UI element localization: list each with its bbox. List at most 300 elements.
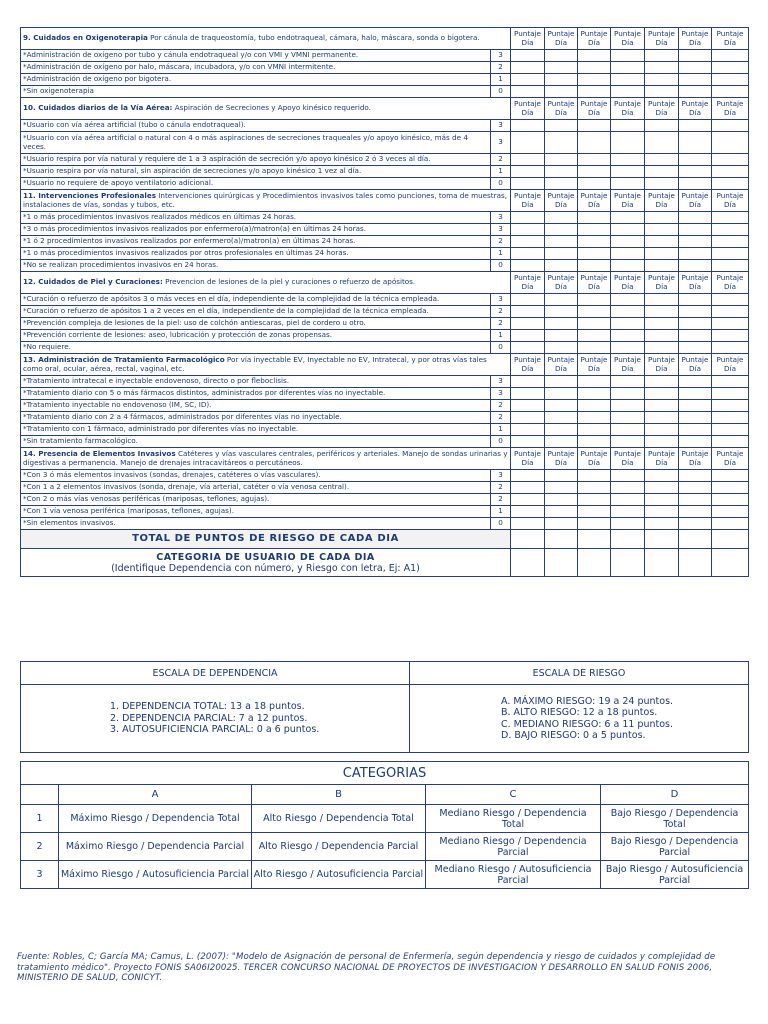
day-score-header [645,354,679,376]
day-score-cell[interactable] [679,236,712,248]
day-score-cell[interactable] [611,518,645,530]
day-score-cell[interactable] [611,424,645,436]
day-score-cell[interactable] [511,248,545,260]
day-score-cell[interactable] [679,400,712,412]
total-day-cell[interactable] [712,530,749,549]
day-score-cell[interactable] [645,306,679,318]
day-score-cell[interactable] [578,236,611,248]
day-score-cell[interactable] [645,248,679,260]
criteria-text: *Tratamiento diario con 2 a 4 fármacos, administrados por diferentes vías no inyectable. [21,412,491,424]
day-score-cell[interactable] [611,376,645,388]
section-description: Aspiración de Secreciones y Apoyo kinésico requerido. [172,103,371,113]
day-score-header-line: Puntaje [614,449,641,459]
day-score-cell[interactable] [611,74,645,86]
day-score-header [578,448,611,470]
criteria-text: *Con 2 o más vías venosas periféricas (mariposas, teflones, agujas). [21,494,491,506]
day-score-cell[interactable] [645,178,679,190]
criteria-row [21,236,749,248]
day-score-cell[interactable] [712,212,749,224]
day-score-cell[interactable] [611,260,645,272]
day-score-cell[interactable] [679,248,712,260]
day-score-cell[interactable] [645,482,679,494]
day-score-cell[interactable] [611,400,645,412]
day-score-cell[interactable] [712,470,749,482]
day-score-cell[interactable] [611,294,645,306]
day-score-cell[interactable] [578,518,611,530]
day-score-header-line: Puntaje [614,99,641,109]
criteria-score: 3 [491,388,511,400]
day-score-cell[interactable] [511,306,545,318]
day-score-cell[interactable] [578,424,611,436]
day-score-cell[interactable] [511,178,545,190]
criteria-text: *Sin elementos invasivos. [21,518,491,530]
section-header [21,354,511,376]
day-score-cell[interactable] [545,318,578,330]
escala-riesgo-item: D. BAJO RIESGO: 0 a 5 puntos. [501,730,646,741]
day-score-cell[interactable] [679,376,712,388]
day-score-cell[interactable] [611,330,645,342]
categoria-day-cell[interactable] [679,549,712,577]
day-score-cell[interactable] [611,412,645,424]
day-score-header-line: Día [621,281,634,291]
day-score-cell[interactable] [712,376,749,388]
day-score-cell[interactable] [679,74,712,86]
day-score-cell[interactable] [578,470,611,482]
day-score-cell[interactable] [545,388,578,400]
day-score-cell[interactable] [712,494,749,506]
day-score-cell[interactable] [645,388,679,400]
day-score-cell[interactable] [578,376,611,388]
day-score-cell[interactable] [545,412,578,424]
day-score-cell[interactable] [712,62,749,74]
day-score-cell[interactable] [679,86,712,98]
day-score-cell[interactable] [578,132,611,154]
day-score-cell[interactable] [645,62,679,74]
day-score-cell[interactable] [679,306,712,318]
day-score-cell[interactable] [578,224,611,236]
day-score-header-line: Puntaje [514,355,541,365]
day-score-cell[interactable] [679,412,712,424]
day-score-cell[interactable] [511,132,545,154]
total-day-cell[interactable] [645,530,679,549]
day-score-cell[interactable] [511,342,545,354]
day-score-cell[interactable] [611,248,645,260]
categoria-row [21,833,749,861]
day-score-cell[interactable] [511,494,545,506]
day-score-cell[interactable] [545,86,578,98]
categoria-day-cell[interactable] [545,549,578,577]
day-score-cell[interactable] [545,120,578,132]
day-score-cell[interactable] [645,50,679,62]
day-score-cell[interactable] [578,294,611,306]
day-score-cell[interactable] [578,400,611,412]
day-score-cell[interactable] [645,518,679,530]
day-score-cell[interactable] [712,248,749,260]
total-day-cell[interactable] [611,530,645,549]
criteria-row [21,306,749,318]
day-score-cell[interactable] [712,236,749,248]
day-score-cell[interactable] [545,424,578,436]
criteria-score: 0 [491,86,511,98]
day-score-cell[interactable] [645,260,679,272]
day-score-header [578,98,611,120]
day-score-cell[interactable] [712,260,749,272]
day-score-cell[interactable] [578,178,611,190]
day-score-header-line: Día [555,37,567,47]
criteria-row [21,120,749,132]
day-score-cell[interactable] [679,154,712,166]
day-score-cell[interactable] [545,50,578,62]
day-score-cell[interactable] [545,166,578,178]
day-score-cell[interactable] [511,62,545,74]
day-score-cell[interactable] [679,294,712,306]
section-header-row [21,190,749,212]
criteria-text: *Prevención corriente de lesiones: aseo, lubricación y protección de zonas propensas. [21,330,491,342]
day-score-cell[interactable] [511,236,545,248]
day-score-cell[interactable] [679,388,712,400]
day-score-cell[interactable] [645,74,679,86]
day-score-cell[interactable] [545,236,578,248]
criteria-text: *Prevención compleja de lesiones de la piel: uso de colchón antiescaras, piel de cordero u otro. [21,318,491,330]
escala-riesgo-item: A. MÁXIMO RIESGO: 19 a 24 puntos. [501,695,674,707]
day-score-header-line: Día [655,281,668,291]
criteria-row [21,376,749,388]
day-score-cell[interactable] [545,506,578,518]
day-score-cell[interactable] [645,154,679,166]
day-score-header-line: Día [724,363,736,373]
day-score-cell[interactable] [578,86,611,98]
day-score-cell[interactable] [712,74,749,86]
day-score-header-line: Puntaje [648,449,675,459]
criteria-text: *3 o más procedimientos invasivos realizados por enfermero(a)/matron(a) en últimas 24 horas. [21,224,491,236]
day-score-cell[interactable] [712,318,749,330]
categoria-cell: Bajo Riesgo / Dependencia Parcial [601,833,749,861]
day-score-header [679,448,712,470]
day-score-cell[interactable] [679,224,712,236]
section-header [21,448,511,470]
day-score-header-line: Puntaje [547,99,575,109]
day-score-cell[interactable] [712,388,749,400]
day-score-cell[interactable] [511,470,545,482]
day-score-cell[interactable] [578,166,611,178]
day-score-cell[interactable] [545,62,578,74]
day-score-header-line: Día [689,107,701,117]
day-score-cell[interactable] [679,470,712,482]
day-score-cell[interactable] [645,318,679,330]
day-score-cell[interactable] [511,120,545,132]
day-score-header [578,354,611,376]
day-score-header-line: Día [621,37,634,47]
day-score-cell[interactable] [679,494,712,506]
day-score-cell[interactable] [611,506,645,518]
criteria-row [21,178,749,190]
day-score-cell[interactable] [645,294,679,306]
day-score-cell[interactable] [611,86,645,98]
criteria-score: 0 [491,436,511,448]
day-score-cell[interactable] [712,412,749,424]
day-score-cell[interactable] [712,178,749,190]
day-score-cell[interactable] [645,212,679,224]
day-score-header-line: Día [689,363,701,373]
day-score-cell[interactable] [578,248,611,260]
day-score-header-line: Día [588,363,600,373]
day-score-cell[interactable] [712,482,749,494]
categoria-cell: Mediano Riesgo / Dependencia Total [426,805,601,833]
day-score-cell[interactable] [679,506,712,518]
day-score-cell[interactable] [611,120,645,132]
day-score-cell[interactable] [578,74,611,86]
day-score-cell[interactable] [611,212,645,224]
day-score-cell[interactable] [578,154,611,166]
day-score-cell[interactable] [712,154,749,166]
day-score-cell[interactable] [545,518,578,530]
total-day-cell[interactable] [578,530,611,549]
day-score-cell[interactable] [712,166,749,178]
criteria-text: *No se realizan procedimientos invasivos en 24 horas. [21,260,491,272]
day-score-header [545,272,578,294]
day-score-cell[interactable] [611,494,645,506]
criteria-row [21,74,749,86]
day-score-cell[interactable] [712,294,749,306]
day-score-cell[interactable] [511,436,545,448]
day-score-cell[interactable] [645,424,679,436]
day-score-cell[interactable] [679,518,712,530]
day-score-cell[interactable] [679,330,712,342]
criteria-score: 2 [491,494,511,506]
day-score-header [712,28,749,50]
day-score-cell[interactable] [611,166,645,178]
day-score-cell[interactable] [712,424,749,436]
day-score-cell[interactable] [511,294,545,306]
day-score-cell[interactable] [645,330,679,342]
day-score-cell[interactable] [645,494,679,506]
day-score-cell[interactable] [545,470,578,482]
day-score-cell[interactable] [511,424,545,436]
day-score-cell[interactable] [578,330,611,342]
day-score-cell[interactable] [679,342,712,354]
day-score-cell[interactable] [645,236,679,248]
day-score-cell[interactable] [712,436,749,448]
day-score-cell[interactable] [679,132,712,154]
day-score-cell[interactable] [611,318,645,330]
escala-riesgo-item: C. MEDIANO RIESGO: 6 a 11 puntos. [501,718,674,730]
day-score-cell[interactable] [712,306,749,318]
day-score-cell[interactable] [611,342,645,354]
day-score-cell[interactable] [712,86,749,98]
section-header [21,28,511,50]
criteria-score: 2 [491,400,511,412]
day-score-cell[interactable] [611,154,645,166]
day-score-header [712,448,749,470]
day-score-cell[interactable] [545,376,578,388]
categoria-day-cell[interactable] [611,549,645,577]
day-score-cell[interactable] [679,436,712,448]
day-score-cell[interactable] [645,470,679,482]
day-score-cell[interactable] [712,518,749,530]
day-score-cell[interactable] [511,388,545,400]
day-score-cell[interactable] [511,412,545,424]
day-score-cell[interactable] [611,388,645,400]
day-score-cell[interactable] [645,132,679,154]
section-header-row [21,272,749,294]
day-score-cell[interactable] [545,482,578,494]
day-score-cell[interactable] [578,212,611,224]
criteria-score: 2 [491,62,511,74]
day-score-cell[interactable] [611,50,645,62]
categoria-day-cell[interactable] [712,549,749,577]
day-score-cell[interactable] [611,236,645,248]
day-score-cell[interactable] [511,376,545,388]
categoria-day-cell[interactable] [578,549,611,577]
escala-dependencia-item: 3. AUTOSUFICIENCIA PARCIAL: 0 a 6 puntos. [110,724,320,736]
day-score-cell[interactable] [511,224,545,236]
criteria-score: 2 [491,306,511,318]
day-score-cell[interactable] [611,132,645,154]
day-score-cell[interactable] [611,470,645,482]
day-score-cell[interactable] [545,494,578,506]
day-score-cell[interactable] [679,260,712,272]
day-score-cell[interactable] [545,260,578,272]
day-score-cell[interactable] [645,506,679,518]
day-score-cell[interactable] [578,342,611,354]
criteria-score: 1 [491,506,511,518]
day-score-cell[interactable] [511,260,545,272]
day-score-header-line: Puntaje [614,273,641,283]
day-score-header-line: Puntaje [648,29,675,39]
day-score-cell[interactable] [578,120,611,132]
day-score-cell[interactable] [511,212,545,224]
day-score-cell[interactable] [578,318,611,330]
criteria-row [21,330,749,342]
day-score-cell[interactable] [578,494,611,506]
day-score-cell[interactable] [545,436,578,448]
day-score-cell[interactable] [611,62,645,74]
criteria-score: 3 [491,120,511,132]
criteria-text: *Tratamiento inyectable no endovenoso (IM, SC, ID). [21,400,491,412]
day-score-cell[interactable] [645,224,679,236]
day-score-cell[interactable] [679,50,712,62]
day-score-cell[interactable] [712,120,749,132]
day-score-cell[interactable] [712,400,749,412]
day-score-cell[interactable] [545,212,578,224]
day-score-cell[interactable] [679,178,712,190]
day-score-header-line: Día [655,199,668,209]
day-score-cell[interactable] [511,166,545,178]
categoria-day-cell[interactable] [645,549,679,577]
day-score-cell[interactable] [578,506,611,518]
day-score-cell[interactable] [545,132,578,154]
day-score-cell[interactable] [578,412,611,424]
day-score-cell[interactable] [679,166,712,178]
day-score-cell[interactable] [645,166,679,178]
day-score-cell[interactable] [578,482,611,494]
total-day-cell[interactable] [545,530,578,549]
day-score-cell[interactable] [611,482,645,494]
day-score-header-line: Puntaje [514,99,541,109]
day-score-cell[interactable] [679,424,712,436]
day-score-cell[interactable] [578,306,611,318]
day-score-cell[interactable] [645,342,679,354]
day-score-cell[interactable] [679,212,712,224]
day-score-cell[interactable] [712,342,749,354]
day-score-cell[interactable] [645,412,679,424]
day-score-cell[interactable] [712,506,749,518]
day-score-cell[interactable] [511,518,545,530]
day-score-cell[interactable] [611,306,645,318]
day-score-cell[interactable] [545,178,578,190]
day-score-cell[interactable] [545,154,578,166]
day-score-cell[interactable] [511,506,545,518]
day-score-cell[interactable] [545,342,578,354]
day-score-cell[interactable] [578,50,611,62]
day-score-cell[interactable] [511,86,545,98]
criteria-text: *No requiere. [21,342,491,354]
day-score-cell[interactable] [545,330,578,342]
day-score-cell[interactable] [545,74,578,86]
total-label: TOTAL DE PUNTOS DE RIESGO DE CADA DIA [21,530,511,549]
day-score-cell[interactable] [578,436,611,448]
day-score-cell[interactable] [511,50,545,62]
day-score-cell[interactable] [545,306,578,318]
section-description: Por vía inyectable EV, Inyectable no EV, Intratecal, y por otras vías tales como oral, ocular, aérea, rectal, vaginal, etc. [23,354,487,373]
day-score-cell[interactable] [645,436,679,448]
day-score-cell[interactable] [712,132,749,154]
total-day-cell[interactable] [679,530,712,549]
day-score-cell[interactable] [679,482,712,494]
day-score-cell[interactable] [511,400,545,412]
day-score-header-line: Puntaje [580,99,608,109]
criteria-text: *Usuario con vía aérea artificial o natural con 4 o más aspiraciones de secreciones traqueales y/o apoyo kinésico, más de 4 veces. [21,132,491,154]
day-score-cell[interactable] [578,260,611,272]
day-score-header-line: Día [724,107,736,117]
day-score-header-line: Puntaje [716,191,744,201]
day-score-header-line: Puntaje [580,355,608,365]
escala-dependencia-item: 1. DEPENDENCIA TOTAL: 13 a 18 puntos. [110,701,305,713]
day-score-cell[interactable] [712,330,749,342]
day-score-header [611,272,645,294]
day-score-cell[interactable] [645,120,679,132]
day-score-header [545,448,578,470]
day-score-cell[interactable] [645,400,679,412]
day-score-cell[interactable] [511,154,545,166]
day-score-cell[interactable] [679,120,712,132]
categoria-day-cell[interactable] [511,549,545,577]
day-score-cell[interactable] [611,224,645,236]
total-day-cell[interactable] [511,530,545,549]
day-score-cell[interactable] [511,318,545,330]
day-score-cell[interactable] [511,482,545,494]
day-score-cell[interactable] [578,62,611,74]
day-score-cell[interactable] [545,224,578,236]
day-score-cell[interactable] [679,62,712,74]
day-score-header-line: Puntaje [648,355,675,365]
day-score-cell[interactable] [645,376,679,388]
day-score-cell[interactable] [545,400,578,412]
day-score-cell[interactable] [511,74,545,86]
criteria-score: 2 [491,318,511,330]
day-score-cell[interactable] [545,294,578,306]
day-score-cell[interactable] [679,318,712,330]
day-score-cell[interactable] [611,436,645,448]
day-score-cell[interactable] [712,50,749,62]
day-score-cell[interactable] [645,86,679,98]
day-score-header-line: Puntaje [648,273,675,283]
day-score-cell[interactable] [578,388,611,400]
day-score-cell[interactable] [712,224,749,236]
day-score-cell[interactable] [511,330,545,342]
day-score-cell[interactable] [611,178,645,190]
day-score-cell[interactable] [545,248,578,260]
